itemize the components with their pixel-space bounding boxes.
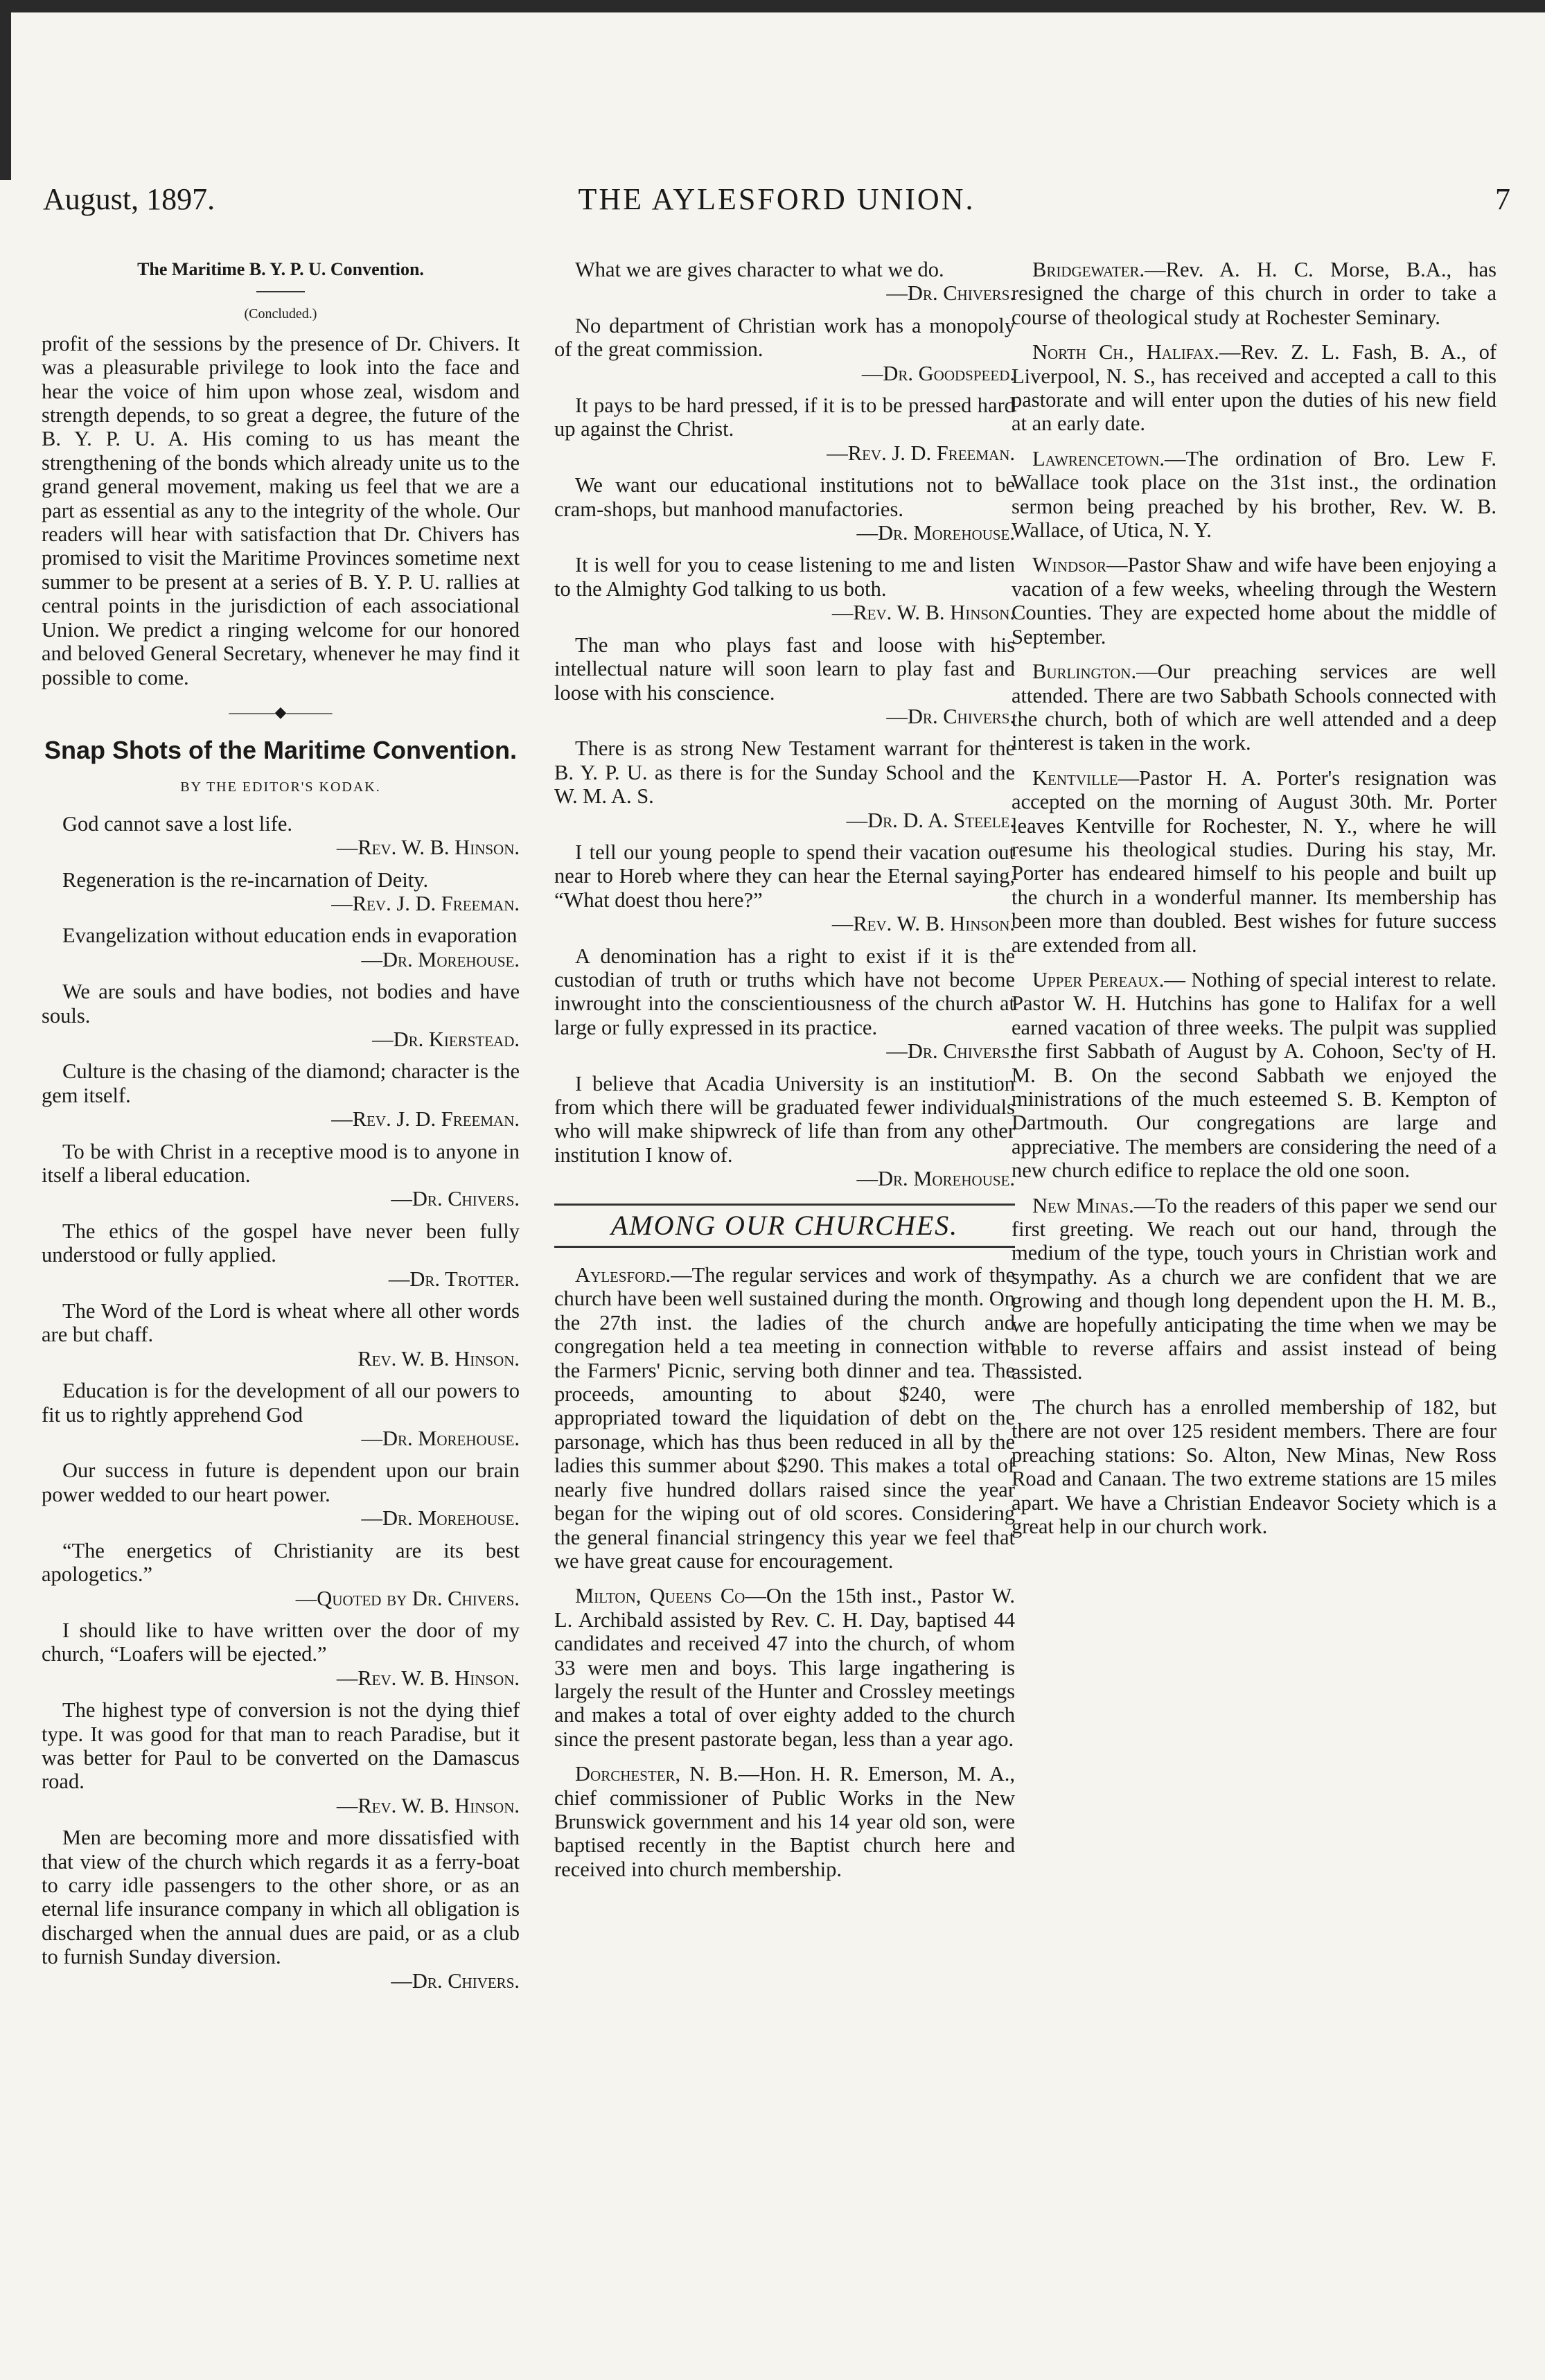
quote-text: No department of Christian work has a monopoly of the great commission. <box>554 313 1015 362</box>
church-name: Aylesford. <box>575 1263 671 1287</box>
church-name: Bridgewater. <box>1032 258 1145 281</box>
quote-attribution: —Dr. Chivers. <box>886 1039 1015 1064</box>
among-our-churches-heading: AMONG OUR CHURCHES. <box>554 1204 1015 1248</box>
quote-attribution: —Rev. W. B. Hinson. <box>336 836 520 860</box>
quote-text: A denomination has a right to exist if it is the custodian of truth or truths which have not become inwrought into the conscientiousness of the church at large or fully expressed in its practice. <box>554 944 1015 1039</box>
quote-text: To be with Christ in a receptive mood is to anyone in itself a liberal education. <box>42 1139 520 1187</box>
quote-item <box>554 394 1015 465</box>
church-news-item <box>1012 340 1497 436</box>
quote-item <box>554 737 1015 832</box>
church-news-item <box>1012 1194 1497 1384</box>
church-news-item <box>1012 968 1497 1183</box>
church-news-text: — Nothing of special interest to relate. Pastor W. H. Hutchins has gone to Halifax for a well earned vacation of three weeks. The pulpit was supplied the first Sabbath of August by A. Cohoon, Sec'ty of H. M. B. On the second Sabbath we enjoyed the ministrations of the much esteemed S. B. Kempton of Dartmouth. Our congregations are large and appreciative. The members are considering the need of a new church edifice to replace the old one soon. <box>1012 967 1497 1183</box>
quote-item <box>42 1826 520 1993</box>
quote-item <box>42 1698 520 1817</box>
quote-attribution: —Rev. J. D. Freeman. <box>331 891 520 915</box>
header-page-number: 7 <box>1495 182 1510 216</box>
quote-attribution: —Dr. Morehouse. <box>361 1506 520 1531</box>
church-news-text: —Rev. Z. L. Fash, B. A., of Liverpool, N. S., has received and accepted a call to this pastorate and will enter upon the duties of his new field at an early date. <box>1012 340 1497 436</box>
quote-attribution: —Dr. Morehouse. <box>361 1427 520 1451</box>
church-name: Lawrencetown. <box>1032 446 1165 470</box>
column-3 <box>1012 258 1497 1549</box>
quote-text: Culture is the chasing of the diamond; character is the gem itself. <box>42 1059 520 1107</box>
church-news-text: The church has a enrolled membership of 182, but there are not over 125 resident members. There are four preaching stations: So. Alton, New Minas, New Ross Road and Canaan. The two extreme stations are 15 miles apart. We have a Christian Endeavor Society which is a great help in our church work. <box>1012 1395 1497 1538</box>
quote-attribution: —Dr. Chivers. <box>391 1187 520 1211</box>
quote-item <box>42 1140 520 1211</box>
quote-text: There is as strong New Testament warrant for the B. Y. P. U. as there is for the Sunday School and the W. M. A. S. <box>554 737 1015 809</box>
quote-attribution: —Dr. Trotter. <box>388 1267 520 1291</box>
quote-attribution: —Rev. W. B. Hinson. <box>336 1666 520 1690</box>
church-news-item <box>1012 553 1497 649</box>
quote-attribution: —Dr. Morehouse. <box>361 947 520 971</box>
quote-item <box>42 1299 520 1370</box>
column-1 <box>42 258 520 2001</box>
quote-attribution: Rev. W. B. Hinson. <box>357 1346 520 1370</box>
byline: BY THE EDITOR'S KODAK. <box>180 779 381 795</box>
quote-text: God cannot save a lost life. <box>62 811 293 836</box>
church-news-item <box>1012 447 1497 543</box>
column-2 <box>554 258 1015 1892</box>
quote-text: The ethics of the gospel have never been fully understood or fully applied. <box>42 1219 520 1267</box>
quote-attribution: —Quoted by Dr. Chivers. <box>295 1586 520 1610</box>
church-news-item <box>554 1584 1015 1751</box>
scan-edge-left <box>0 0 11 180</box>
quote-item <box>554 633 1015 729</box>
quote-item <box>554 473 1015 545</box>
church-name: New Minas. <box>1032 1193 1134 1217</box>
quote-item <box>42 1379 520 1450</box>
quote-attribution: —Dr. Kierstead. <box>372 1027 520 1051</box>
church-news-text: —Our preaching services are well attended. There are two Sabbath Schools connected with the church, both of which are well attended and a deep interest is taken in the work. <box>1012 660 1497 755</box>
quote-text: I tell our young people to spend their vacation out near to Horeb where they can hear the Eternal saying, “What doest thou here?” <box>554 840 1015 912</box>
header-title: THE AYLESFORD UNION. <box>578 182 975 216</box>
church-name: Kentville <box>1032 766 1118 790</box>
col3-church-items <box>1012 258 1497 1538</box>
quote-item <box>554 258 1015 306</box>
page-header <box>43 182 1510 223</box>
quote-item <box>554 840 1015 936</box>
ornament-divider: ———◆——— <box>229 703 333 721</box>
quote-attribution: —Dr. Chivers. <box>391 1968 520 1993</box>
quote-text: I should like to have written over the door of my church, “Loafers will be ejected.” <box>42 1618 520 1666</box>
quote-item <box>42 812 520 860</box>
quote-attribution: —Rev. W. B. Hinson. <box>336 1793 520 1817</box>
quote-text: The man who plays fast and loose with his intellectual nature will soon learn to play fast and loose with his conscience. <box>554 633 1015 705</box>
quote-text: It is well for you to cease listening to me and listen to the Almighty God talking to us both. <box>554 553 1015 601</box>
church-name: Windsor <box>1032 553 1106 577</box>
church-news-item <box>554 1762 1015 1881</box>
quote-attribution: —Dr. Morehouse. <box>856 1167 1015 1191</box>
convention-paragraph: profit of the sessions by the presence of Dr. Chivers. It was a pleasurable privilege to look into the face and hear the voice of him upon whose zeal, wisdom and strength depends, to so great a degree, the future of the B. Y. P. U. A. His coming to us has meant the strengthening of the bonds which already unite us to the grand general movement, making us feel that we are a part as essential as any to the integrity of the whole. Our readers will hear with satisfaction that Dr. Chivers has promised to visit the Maritime Provinces sometime next summer to be present at a series of B. Y. P. U. rallies at central points in the jurisdiction of each associational Union. We predict a ringing welcome for our honored and beloved General Secretary, whenever he may find it possible to come. <box>42 331 520 689</box>
church-news-text: —On the 15th inst., Pastor W. L. Archibald assisted by Rev. C. H. Day, baptised 44 candidates and received 47 into the church, of whom 33 were men and boys. This large ingathering is largely the result of the Hunter and Crossley meetings and makes a total of over eighty added to the church since the present pastorate began, less than a year ago. <box>554 1584 1015 1751</box>
quote-item <box>554 553 1015 624</box>
quote-attribution: —Dr. Chivers. <box>886 281 1015 306</box>
quote-text: Education is for the development of all our powers to fit us to rightly apprehend God <box>42 1379 520 1427</box>
church-news-text: —To the readers of this paper we send our first greeting. We reach out our hand, through the medium of the type, touch yours in Christian work and sympathy. As a church we are confident that we are growing and though long dependent upon the H. M. B., we are hopefully anticipating the time when we may be able to reverse affairs and assist instead of being assisted. <box>1012 1193 1497 1384</box>
quote-attribution: —Dr. D. A. Steele. <box>846 808 1015 832</box>
church-news-text: —The regular services and work of the church have been well sustained during the month. On the 27th inst. the ladies of the church and congregation held a tea meeting in connection with the Farmers' Picnic, serving both dinner and tea. The proceeds, amounting to about $240, were appropriated toward the liquidation of debt on the parsonage, which has thus been reduced in all by the ladies this summer about $290. This makes a total of nearly five hundred dollars raised since the year began for the wiping out of old scores. Considering the general financial stringency this year we feel that we have great cause for encouragement. <box>554 1263 1015 1573</box>
quote-item <box>554 1072 1015 1191</box>
church-name: Dorchester <box>575 1762 676 1786</box>
quote-item <box>42 1059 520 1131</box>
quote-item <box>554 314 1015 385</box>
church-news-text: —The ordination of Bro. Lew F. Wallace took place on the 31st inst., the ordination sermon being preached by his brother, Rev. W. B. Wallace, of Utica, N. Y. <box>1012 446 1497 543</box>
quote-item <box>42 1539 520 1610</box>
quote-item <box>42 980 520 1051</box>
quote-text: It pays to be hard pressed, if it is to be pressed hard up against the Christ. <box>554 394 1015 441</box>
quote-attribution: —Rev. J. D. Freeman. <box>331 1107 520 1131</box>
col1-quotes-list <box>42 812 520 1993</box>
church-name: Upper Pereaux. <box>1032 967 1165 991</box>
col2-quotes-list <box>554 258 1015 1191</box>
convention-heading: The Maritime B. Y. P. U. Convention. <box>137 259 424 279</box>
quote-item <box>42 868 520 916</box>
quote-attribution: —Rev. W. B. Hinson. <box>831 601 1015 625</box>
quote-text: I believe that Acadia University is an institution from which there will be graduated fewer individuals who will make shipwreck of life than from any other institution I know of. <box>554 1071 1015 1167</box>
quote-text: We want our educational institutions not to be cram-shops, but manhood manufactories. <box>554 473 1015 521</box>
quote-text: The highest type of conversion is not the dying thief type. It was good for that man to reach Paradise, but it was better for Paul to be converted on the Damascus road. <box>42 1698 520 1794</box>
church-news-item <box>1012 258 1497 329</box>
church-news-text: —Pastor Shaw and wife have been enjoying a vacation of a few weeks, wheeling through the Western Counties. They are expected home about the middle of September. <box>1012 553 1497 649</box>
church-news-item <box>1012 660 1497 755</box>
quote-text: We are souls and have bodies, not bodies and have souls. <box>42 980 520 1028</box>
scan-edge-top <box>0 0 1545 12</box>
church-news-item <box>1012 766 1497 957</box>
quote-text: Regeneration is the re-incarnation of Deity. <box>62 867 429 892</box>
quote-item <box>554 944 1015 1064</box>
quote-text: Evangelization without education ends in evaporation <box>62 924 518 948</box>
church-news-text: —Pastor H. A. Porter's resignation was accepted on the morning of August 30th. Mr. Porter leaves Kentville for Rochester, N. Y., where he will resume his theological studies. During his stay, Mr. Porter has endeared himself to his people and built up the church in a wonderful manner. Its membership has been more than doubled. Best wishes for future success are extended from all. <box>1012 766 1497 957</box>
quote-attribution: —Rev. J. D. Freeman. <box>827 441 1015 465</box>
quote-text: What we are gives character to what we do. <box>575 258 944 281</box>
snap-shots-heading: Snap Shots of the Maritime Convention. <box>44 736 518 765</box>
church-news-text: , N. B.—Hon. H. R. Emerson, M. A., chief commissioner of Public Works in the New Brunswick government and his 14 year old son, were baptised recently in the Baptist church here and received into church membership. <box>554 1762 1015 1881</box>
church-name: North Ch., Halifax. <box>1032 340 1219 364</box>
church-name: Milton, Queens Co <box>575 1584 745 1608</box>
church-news-item <box>1012 1395 1497 1538</box>
quote-text: The Word of the Lord is wheat where all other words are but chaff. <box>42 1299 520 1347</box>
quote-text: “The energetics of Christianity are its best apologetics.” <box>42 1538 520 1587</box>
quote-text: Men are becoming more and more dissatisfied with that view of the church which regards it as a ferry-boat to carry idle passengers to the other shore, or as an eternal life insurance company in which all obligation is discharged when the annual dues are paid, or as a club to furnish Sunday diversion. <box>42 1826 520 1969</box>
quote-text: Our success in future is dependent upon our brain power wedded to our heart power. <box>42 1458 520 1506</box>
concluded-note: (Concluded.) <box>244 306 317 322</box>
short-rule <box>256 291 305 292</box>
quote-attribution: —Dr. Chivers. <box>886 704 1015 728</box>
header-date: August, 1897. <box>43 182 215 216</box>
quote-item <box>42 924 520 971</box>
col2-church-items <box>554 1263 1015 1881</box>
quote-attribution: —Dr. Morehouse. <box>856 521 1015 545</box>
quote-attribution: —Dr. Goodspeed. <box>861 361 1015 385</box>
church-name: Burlington. <box>1032 660 1137 684</box>
church-news-text: —Rev. A. H. C. Morse, B.A., has resigned the charge of this church in order to take a course of theological study at Rochester Seminary. <box>1012 258 1497 329</box>
quote-item <box>42 1219 520 1291</box>
quote-attribution: —Rev. W. B. Hinson. <box>831 912 1015 936</box>
quote-item <box>42 1619 520 1690</box>
church-news-item <box>554 1263 1015 1573</box>
quote-item <box>42 1458 520 1530</box>
